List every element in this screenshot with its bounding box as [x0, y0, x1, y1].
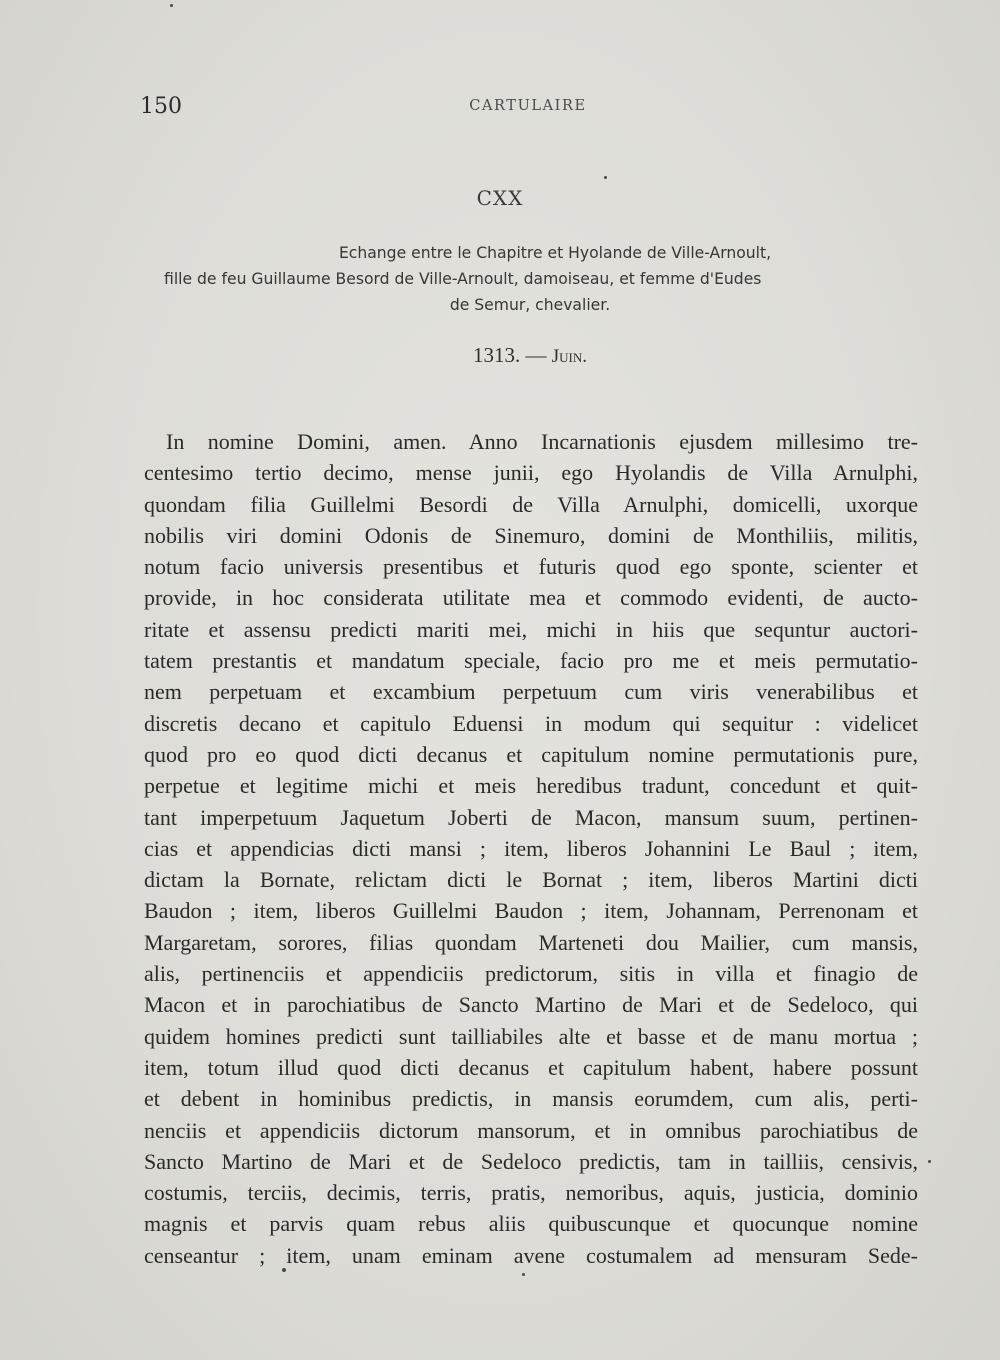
text-line: Macon et in parochiatibus de Sancto Martino de Mari et de Sedeloco, qui — [144, 992, 918, 1018]
text-line: item, totum illud quod dicti decanus et capitulum habent, habere possunt — [144, 1054, 918, 1080]
text-line: notum facio universis presentibus et futuris quod ego sponte, scienter et — [144, 554, 918, 580]
text-line: nem perpetuam et excambium perpetuum cum viris venerabilibus et — [144, 679, 918, 705]
ink-speck — [170, 4, 173, 7]
text-line: Sancto Martino de Mari et de Sedeloco predictis, tam in tailliis, censivis, — [144, 1148, 918, 1174]
text-line: et debent in hominibus predictis, in mansis eorumdem, cum alis, perti- — [144, 1086, 918, 1112]
text-line: cias et appendicias dicti mansi ; item, liberos Johannini Le Baul ; item, — [144, 835, 918, 861]
text-line: quidem homines predicti sunt tailliabiles alte et basse et de manu mortua ; — [144, 1023, 918, 1049]
summary-line: fille de feu Guillaume Besord de Ville-Arnoult, damoiseau, et femme d'Eudes — [164, 270, 762, 288]
text-line: In nomine Domini, amen. Anno Incarnationis ejusdem millesimo tre- — [166, 429, 918, 454]
document-summary — [150, 240, 910, 318]
text-line: tatem prestantis et mandatum speciale, facio pro me et meis permutatio- — [144, 648, 918, 674]
text-line: nobilis viri domini Odonis de Sinemuro, domini de Monthiliis, militis, — [144, 522, 918, 548]
text-line: Baudon ; item, liberos Guillelmi Baudon ; item, Johannam, Perrenonam et — [144, 898, 918, 924]
text-line: censeantur ; item, unam eminam avene costumalem ad mensuram Sede- — [144, 1242, 918, 1268]
text-line: nenciis et appendiciis dictorum mansorum, et in omnibus parochiatibus de — [144, 1117, 918, 1143]
text-line: tant imperpetuum Jaquetum Joberti de Macon, mansum suum, pertinen- — [144, 804, 918, 830]
text-line: ritate et assensu predicti mariti mei, michi in hiis que sequntur auctori- — [144, 616, 918, 642]
text-line: costumis, terciis, decimis, terris, pratis, nemoribus, aquis, justicia, dominio — [144, 1180, 918, 1206]
text-line: quondam filia Guillelmi Besordi de Villa Arnulphi, domicelli, uxorque — [144, 491, 918, 517]
ink-speck — [282, 1268, 286, 1272]
date-month: Juin. — [551, 346, 587, 367]
document-number: CXX — [476, 186, 524, 210]
text-line: dictam la Bornate, relictam dicti le Bornat ; item, liberos Martini dicti — [144, 867, 918, 893]
ink-speck — [604, 176, 607, 179]
text-line: provide, in hoc considerata utilitate mea et commodo evidenti, de aucto- — [144, 585, 918, 611]
text-line: Margaretam, sorores, filias quondam Marteneti dou Mailier, cum mansis, — [144, 929, 918, 955]
charter-text — [144, 426, 918, 1271]
running-head: CARTULAIRE — [469, 98, 587, 114]
text-line: perpetue et legitime michi et meis heredibus tradunt, concedunt et quit- — [144, 773, 918, 799]
page-number: 150 — [140, 94, 182, 119]
text-line: alis, pertinenciis et appendiciis predictorum, sitis in villa et finagio de — [144, 961, 918, 987]
document-date — [150, 343, 910, 368]
ink-speck — [522, 1273, 525, 1276]
date-year: 1313. — [473, 343, 521, 367]
text-line: centesimo tertio decimo, mense junii, ego Hyolandis de Villa Arnulphi, — [144, 460, 918, 486]
text-line: magnis et parvis quam rebus aliis quibuscunque et quocunque nomine — [144, 1211, 918, 1237]
summary-line: de Semur, chevalier. — [449, 296, 611, 314]
page-header — [140, 94, 916, 124]
summary-line: Echange entre le Chapitre et Hyolande de Ville-Arnoult, — [338, 244, 772, 262]
text-line: quod pro eo quod dicti decanus et capitulum nomine permutationis pure, — [144, 741, 918, 767]
ink-speck — [928, 1160, 931, 1163]
text-line: discretis decano et capitulo Eduensi in modum qui sequitur : videlicet — [144, 710, 918, 736]
date-separator: — — [520, 343, 552, 367]
